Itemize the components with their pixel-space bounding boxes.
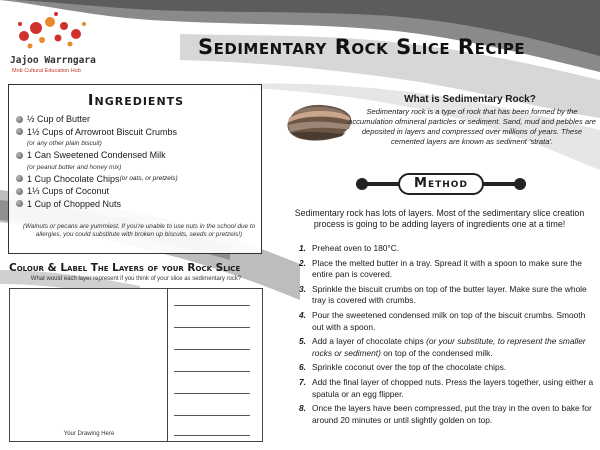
ingredient-text: 1 Cup Chocolate Chips — [27, 173, 120, 184]
stone-bullet-icon — [16, 152, 23, 159]
ingredient-item — [16, 149, 260, 162]
what-is-text: Sedimentary rock is a type of rock that has been formed by the accumulation ofmineral particles or sediment. Sand, mud and pebbles are deposited in layers and compressed over millions of years. These cemented layers are known as sediment 'strata'. — [348, 107, 596, 146]
step-text: Add a layer of chocolate chips — [312, 336, 427, 347]
step-text-after: on top of the condensed milk. — [380, 347, 493, 358]
method-step — [299, 403, 595, 426]
ingredients-list — [16, 113, 260, 210]
ingredient-item — [16, 198, 260, 211]
method-header — [356, 173, 526, 195]
dot-art-logo-icon — [12, 8, 92, 52]
step-text: Sprinkle coconut over the top of the chocolate chips. — [312, 362, 507, 373]
stone-bullet-icon — [16, 188, 23, 195]
step-number: 8. — [299, 403, 306, 414]
ingredient-item — [16, 173, 260, 186]
step-number: 3. — [299, 283, 306, 294]
method-step — [299, 377, 595, 400]
method-step — [299, 362, 595, 374]
ingredient-item — [16, 113, 260, 126]
layer-label-line[interactable] — [174, 371, 250, 372]
step-text: Pour the sweetened condensed milk on top of the biscuit crumbs. Smooth out with a spoon. — [312, 309, 586, 332]
ingredient-text: 1½ Cups of Arrowroot Biscuit Crumbs — [27, 126, 178, 137]
layer-label-line[interactable] — [174, 435, 250, 436]
ingredient-text: 1 Cup of Chopped Nuts — [27, 198, 122, 209]
step-number: 5. — [299, 336, 306, 347]
ingredient-inline-note: (or oats, or pretzels) — [119, 174, 178, 182]
step-italic-note: (or your substitute, to represent the smaller rocks or sediment) — [312, 336, 586, 358]
what-is-heading: What is Sedimentary Rock? — [404, 94, 536, 105]
colour-section-heading: Colour & Label The Layers of your Rock Slice — [9, 262, 241, 274]
drawing-label: Your Drawing Here — [63, 431, 115, 437]
step-text: Sprinkle the biscuit crumbs on top of the butter layer. Make sure the whole tray is covered with crumbs. — [312, 283, 587, 306]
ingredient-note: (or peanut butter and honey mix) — [27, 163, 122, 171]
drawing-area[interactable] — [9, 288, 263, 442]
sedimentary-rock-icon — [284, 100, 354, 145]
step-number: 6. — [299, 362, 306, 373]
ingredient-text: ½ Cup of Butter — [27, 114, 91, 124]
step-text: Once the layers have been compressed, put the tray in the oven to bake for around 20 minutes or until slightly golden on top. — [312, 403, 592, 425]
layer-label-line[interactable] — [174, 305, 250, 306]
method-step — [299, 336, 595, 359]
step-number: 2. — [299, 257, 306, 268]
step-number: 1. — [299, 243, 306, 253]
stone-bullet-icon — [16, 200, 23, 207]
ingredients-panel — [8, 84, 262, 254]
brand-name: Jajoo Warrngara — [10, 55, 96, 66]
method-step — [299, 258, 595, 281]
layer-label-line[interactable] — [174, 393, 250, 394]
ingredients-heading: Ingredients — [87, 91, 185, 109]
rolling-pin-handle-icon — [514, 178, 526, 190]
method-step — [299, 243, 595, 255]
step-number: 4. — [299, 309, 306, 320]
method-intro: Sedimentary rock has lots of layers. Most of the sedimentary slice creation process is going to be adding layers of ingredients one at a time! — [294, 208, 585, 229]
stone-bullet-icon — [16, 128, 23, 135]
ingredient-text: 1⅓ Cups of Coconut — [27, 186, 110, 196]
method-heading: Method — [398, 173, 484, 195]
step-text: Add the final layer of chopped nuts. Press the layers together, using either a spatula or an egg flipper. — [312, 376, 594, 399]
step-text: Preheat oven to 180°C. — [312, 243, 400, 253]
method-step — [299, 284, 595, 307]
method-step — [299, 310, 595, 333]
colour-section-question: What would each layer represent if you think of your slice as sedimentary rock? — [30, 276, 242, 282]
ingredient-item — [16, 126, 260, 139]
ingredient-item — [16, 185, 260, 198]
page-title: Sedimentary Rock Slice Recipe — [198, 35, 526, 59]
layer-label-line[interactable] — [174, 349, 250, 350]
ingredients-footnote: (Walnuts or pecans are yummiest. If you're unable to use nuts in the school due to allergies, you could substitute with broken up biscuits, seeds or pretzels!) — [22, 223, 256, 238]
drawing-canvas[interactable] — [10, 289, 168, 441]
ingredient-note: (or any other plain biscuit) — [27, 140, 102, 147]
stone-bullet-icon — [16, 116, 23, 123]
layer-label-line[interactable] — [174, 415, 250, 416]
stone-bullet-icon — [16, 175, 23, 182]
layer-label-line[interactable] — [174, 327, 250, 328]
brand-tagline: Mob Cultural Education Hub — [12, 68, 81, 74]
ingredient-text: 1 Can Sweetened Condensed Milk — [27, 150, 166, 160]
brand-logo — [6, 8, 98, 80]
method-steps — [299, 243, 595, 429]
rolling-pin-handle-icon — [356, 178, 368, 190]
step-number: 7. — [299, 376, 306, 387]
step-text: Place the melted butter in a tray. Spread it with a spoon to make sure the entire pan is covered. — [312, 257, 582, 280]
